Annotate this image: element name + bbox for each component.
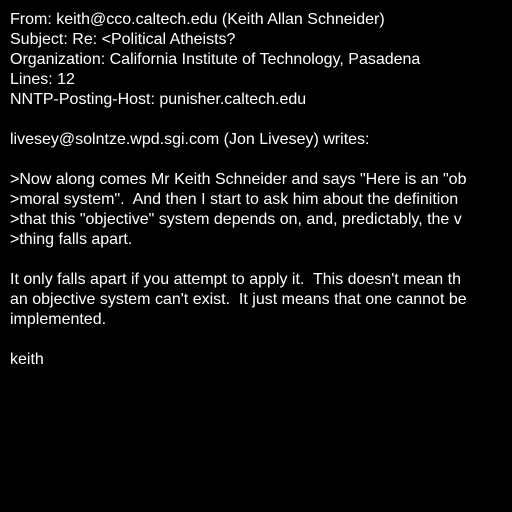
header-organization: Organization: California Institute of Technology, Pasadena [10,51,421,68]
header-subject: Subject: Re: <Political Atheists? [10,31,236,48]
quoted-line: >that this "objective" system depends on, and, predictably, the v [10,211,462,228]
blank-line [10,150,512,170]
reply-line: an objective system can't exist. It just means that one cannot be [10,291,467,308]
signature: keith [10,351,44,368]
quoted-line: >Now along comes Mr Keith Schneider and says "Here is an "ob [10,171,467,188]
attribution-line: livesey@solntze.wpd.sgi.com (Jon Livesey) writes: [10,131,370,148]
header-nntp-host: NNTP-Posting-Host: punisher.caltech.edu [10,91,307,108]
reply-line: It only falls apart if you attempt to apply it. This doesn't mean th [10,271,461,288]
header-lines: Lines: 12 [10,71,75,88]
blank-line [10,330,512,350]
quoted-line: >thing falls apart. [10,231,133,248]
blank-line [10,250,512,270]
blank-line [10,110,512,130]
header-from: From: keith@cco.caltech.edu (Keith Allan Schneider) [10,11,385,28]
reply-line: implemented. [10,311,107,328]
message-text [10,10,512,370]
quoted-line: >moral system". And then I start to ask him about the definition [10,191,459,208]
